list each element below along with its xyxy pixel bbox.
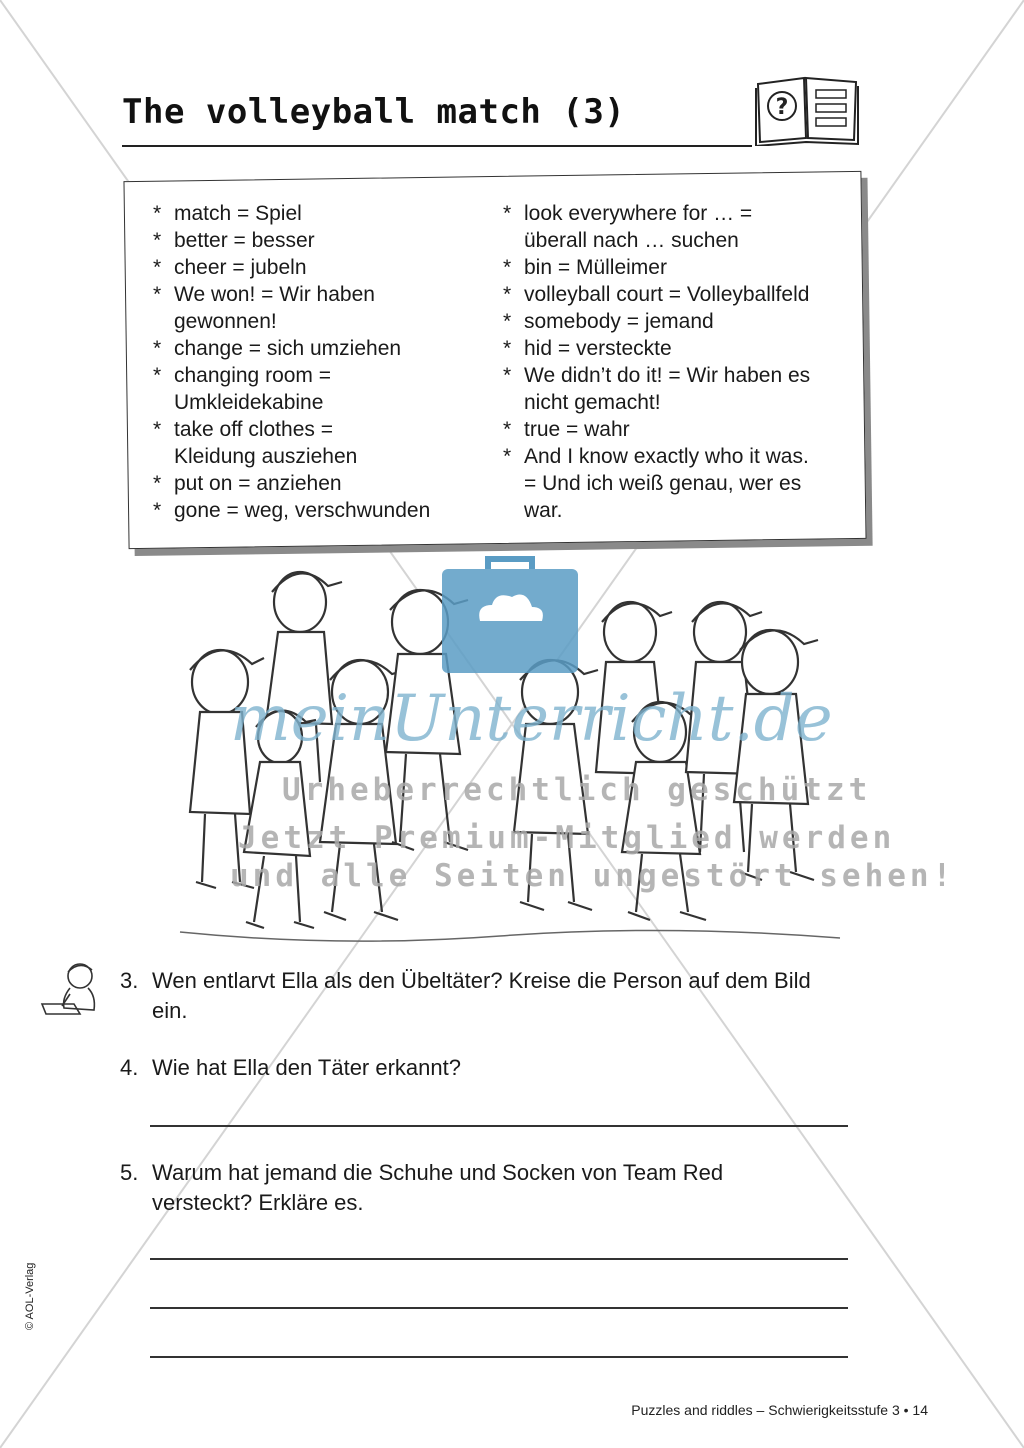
watermark-line-3: und alle Seiten ungestört sehen! xyxy=(230,858,956,894)
page-footer: Puzzles and riddles – Schwierigkeitsstufe 3 • 14 xyxy=(631,1402,928,1418)
vocab-item: * take off clothes = Kleidung ausziehen xyxy=(153,418,358,468)
copyright-note: © AOL-Verlag xyxy=(24,1262,36,1330)
briefcase-icon xyxy=(440,555,580,675)
vocab-item: * changing room = Umkleidekabine xyxy=(153,364,332,414)
title-underline xyxy=(122,145,752,147)
answer-line[interactable] xyxy=(150,1258,848,1260)
vocab-item: * bin = Mülleimer xyxy=(503,256,667,279)
vocab-item: * gone = weg, verschwunden xyxy=(153,499,431,522)
question-text: Wen entlarvt Ella als den Übeltäter? Kreise die Person auf dem Bild ein. xyxy=(152,968,811,1023)
answer-line[interactable] xyxy=(150,1307,848,1309)
vocab-item: * somebody = jemand xyxy=(503,310,714,333)
page-title: The volleyball match (3) xyxy=(122,92,626,132)
vocab-item: * We won! = Wir haben gewonnen! xyxy=(153,283,375,333)
vocabulary-right-column xyxy=(500,200,840,524)
question-number: 5. xyxy=(120,1160,139,1185)
writing-child-icon xyxy=(40,958,102,1022)
question-text: Wie hat Ella den Täter erkannt? xyxy=(152,1055,461,1080)
question-number: 3. xyxy=(120,968,139,993)
vocab-item: * better = besser xyxy=(153,229,315,252)
vocab-item: * hid = versteckte xyxy=(503,337,672,360)
answer-line[interactable] xyxy=(150,1125,848,1127)
watermark-line-1: Urheberrechtlich geschützt xyxy=(282,772,872,808)
question-text: Warum hat jemand die Schuhe und Socken von Team Red versteckt? Erkläre es. xyxy=(152,1160,724,1215)
watermark-line-2: Jetzt Premium-Mitglied werden xyxy=(238,820,896,856)
vocab-item: * And I know exactly who it was. = Und ich weiß genau, wer es war. xyxy=(503,445,809,522)
vocab-item: * change = sich umziehen xyxy=(153,337,402,360)
open-book-icon xyxy=(752,72,862,146)
question-number: 4. xyxy=(120,1055,139,1080)
vocab-item: * cheer = jubeln xyxy=(153,256,307,279)
vocab-item: * We didn’t do it! = Wir haben es nicht gemacht! xyxy=(503,364,811,414)
vocab-item: * look everywhere for … = überall nach … suchen xyxy=(503,202,753,252)
watermark-brand: meinUnterricht.de xyxy=(230,682,833,756)
vocab-item: * volleyball court = Volleyballfeld xyxy=(503,283,810,306)
vocab-item: * true = wahr xyxy=(503,418,630,441)
vocab-item: * put on = anziehen xyxy=(153,472,342,495)
vocabulary-left-column xyxy=(150,200,480,524)
vocab-item: * match = Spiel xyxy=(153,202,302,225)
answer-line[interactable] xyxy=(150,1356,848,1358)
svg-text:?: ? xyxy=(775,95,789,120)
